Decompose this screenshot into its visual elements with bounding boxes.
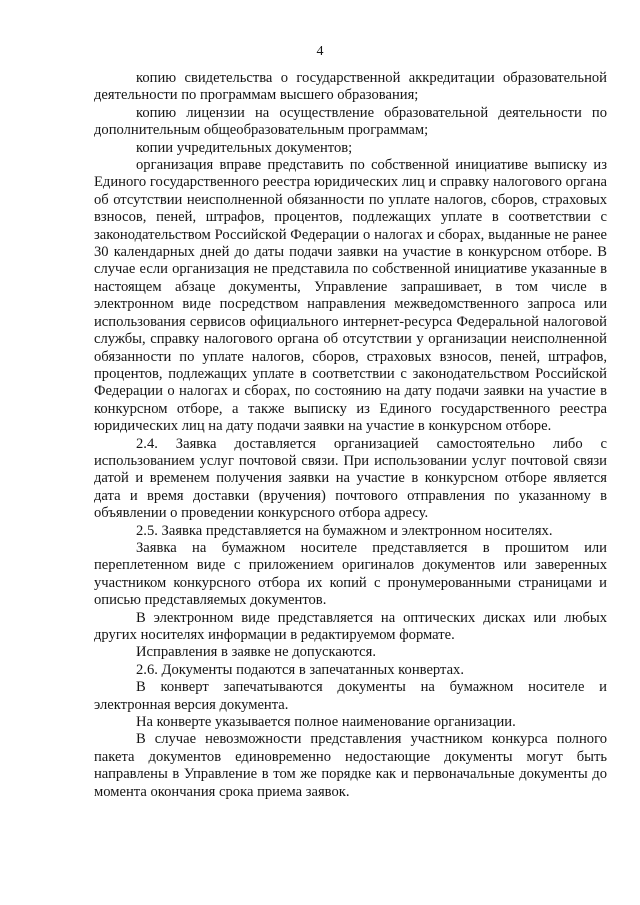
paragraph-founding-documents: копии учредительных документов;	[136, 139, 353, 156]
paragraph-2-6-envelopes: 2.6. Документы подаются в запечатанных конвертах.	[136, 661, 465, 678]
paragraph-electronic-form: В электронном виде представляется на оптических дисках или любых других носителях информации в редактируемом формате.	[94, 609, 607, 643]
paragraph-2-5-media: 2.5. Заявка представляется на бумажном и электронном носителях.	[136, 522, 553, 539]
document-body	[94, 70, 607, 801]
paragraph-2-4-delivery: 2.4. Заявка доставляется организацией самостоятельно либо с использованием услуг почтовой связи. При использовании услуг почтовой связи датой и временем получения заявки на участие в конкурсном отборе является дата и время доставки (вручения) почтового отправления по указанному в объявлении о проведении конкурсного отбора адресу.	[94, 435, 607, 522]
paragraph-no-corrections: Исправления в заявке не допускаются.	[136, 644, 376, 661]
paragraph-envelope-contents: В конверт запечатываются документы на бумажном носителе и электронная версия документа.	[94, 679, 607, 713]
paragraph-registry-extract: организация вправе представить по собственной инициативе выписку из Единого государственного реестра юридических лиц и справку налогового органа об отсутствии неисполненной обязанности по уплате налогов, сборов, страховых взносов, пеней, штрафов, процентов, подлежащих уплате в соответствии с законодательством Российской Федерации о налогах и сборах, выданные не ранее 30 календарных дней до даты подачи заявки на участие в конкурсном отборе. В случае если организация не представила по собственной инициативе указанные в настоящем абзаце документы, Управление запрашивает, в том числе в электронном виде посредством направления межведомственного запроса или использования сервисов официального интернет-ресурса Федеральной налоговой службы, справку налогового органа об отсутствии у организации неисполненной обязанности по уплате налогов, сборов, страховых взносов, пеней, штрафов, процентов, подлежащих уплате в соответствии с законодательством Российской Федерации о налогах и сборах, по состоянию на дату подачи заявки на участие в конкурсном отборе, а также выписку из Единого государственного реестра юридических лиц на дату подачи заявки на участие в конкурсном отборе.	[94, 157, 607, 435]
paragraph-license-copy: копию лицензии на осуществление образовательной деятельности по дополнительным общеобразовательным программам;	[94, 104, 607, 139]
paragraph-envelope-label: На конверте указывается полное наименование организации.	[136, 714, 516, 731]
page-number: 4	[316, 44, 324, 59]
paragraph-missing-documents: В случае невозможности представления участником конкурса полного пакета документов единовременно недостающие документы могут быть направлены в Управление в том же порядке как и первоначальные документы до момента окончания срока приема заявок.	[94, 731, 607, 800]
paragraph-paper-form: Заявка на бумажном носителе представляется в прошитом или переплетенном виде с приложением оригиналов документов или заверенных участником конкурсного отбора их копий с пронумерованными страницами и описью представляемых документов.	[94, 539, 607, 609]
paragraph-accreditation-copy: копию свидетельства о государственной аккредитации образовательной деятельности по программам высшего образования;	[94, 70, 607, 104]
